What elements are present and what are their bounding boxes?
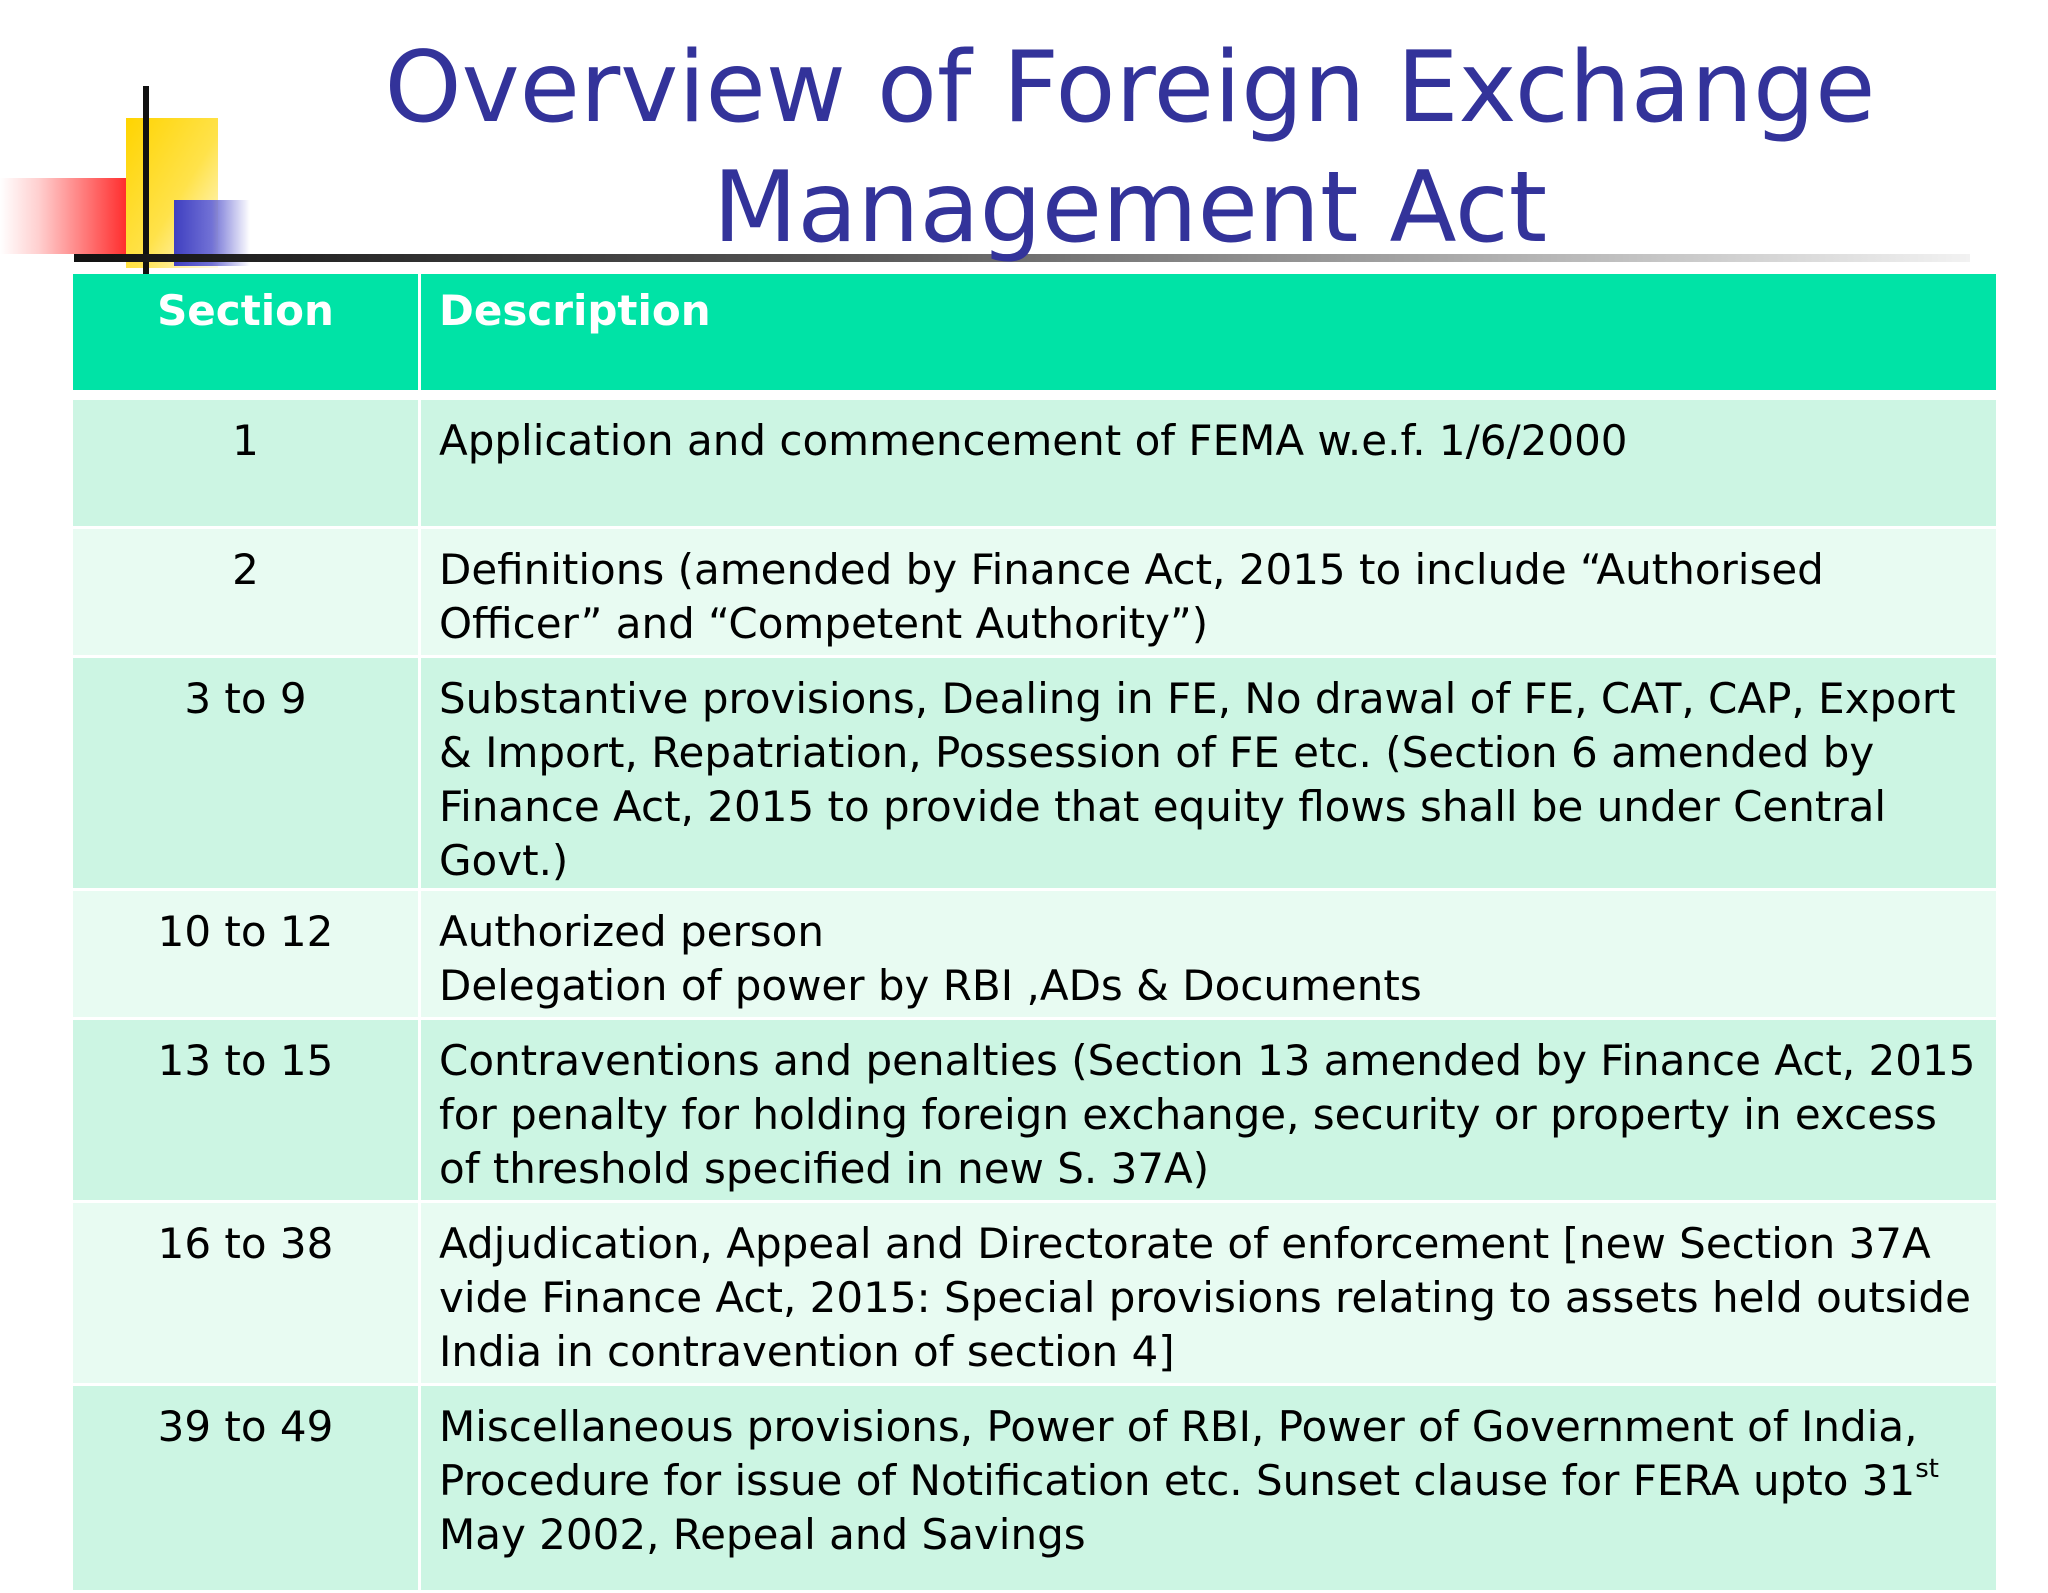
table-row: [72, 528, 1998, 657]
table-row: [72, 890, 1998, 1019]
description-cell: [420, 890, 1998, 1019]
table-row: [72, 1019, 1998, 1202]
section-number-cell: 39 to 49: [72, 1385, 420, 1592]
description-cell: Contraventions and penalties (Section 13 amended by Finance Act, 2015 for penalty for holding foreign exchange, security or property in excess of threshold specified in new S. 37A): [420, 1019, 1998, 1202]
section-number-cell: 10 to 12: [72, 890, 420, 1019]
description-cell: Substantive provisions, Dealing in FE, No drawal of FE, CAT, CAP, Export & Import, Repatriation, Possession of FE etc. (Section 6 amended by Finance Act, 2015 to provide that equity flows shall be under Central Govt.): [420, 657, 1998, 890]
section-number-cell: 3 to 9: [72, 657, 420, 890]
decoration-vertical-line: [143, 86, 149, 274]
slide-title: [380, 28, 1880, 268]
slide-title-line-2: Management Act: [712, 151, 1548, 265]
description-column-header: Description: [420, 274, 1998, 395]
description-cell: Application and commencement of FEMA w.e.f. 1/6/2000: [420, 395, 1998, 528]
description-line: Authorized person: [439, 907, 824, 956]
section-column-header: Section: [72, 274, 420, 395]
fema-sections-table: [70, 274, 1999, 1593]
table-row: [72, 395, 1998, 528]
section-number-cell: 1: [72, 395, 420, 528]
table-row: [72, 1385, 1998, 1592]
corner-decoration: [0, 0, 260, 280]
description-line: Delegation of power by RBI ,ADs & Documents: [439, 961, 1422, 1010]
table-row: [72, 1202, 1998, 1385]
description-cell: [420, 1385, 1998, 1592]
slide-title-line-1: Overview of Foreign Exchange: [384, 31, 1876, 145]
description-text-continued: May 2002, Repeal and Savings: [439, 1510, 1086, 1559]
description-cell: Adjudication, Appeal and Directorate of enforcement [new Section 37A vide Finance Act, 2015: Special provisions relating to assets held outside India in contravention of section 4]: [420, 1202, 1998, 1385]
table-header-row: [72, 274, 1998, 395]
description-text: Miscellaneous provisions, Power of RBI, Power of Government of India, Procedure for issue of Notification etc. Sunset clause for FERA upto 31: [439, 1402, 1918, 1505]
table-row: [72, 657, 1998, 890]
section-number-cell: 13 to 15: [72, 1019, 420, 1202]
decoration-red-block: [0, 178, 128, 254]
section-number-cell: 2: [72, 528, 420, 657]
description-cell: Definitions (amended by Finance Act, 2015 to include “Authorised Officer” and “Competent Authority”): [420, 528, 1998, 657]
section-number-cell: 16 to 38: [72, 1202, 420, 1385]
ordinal-suffix: st: [1915, 1454, 1939, 1484]
